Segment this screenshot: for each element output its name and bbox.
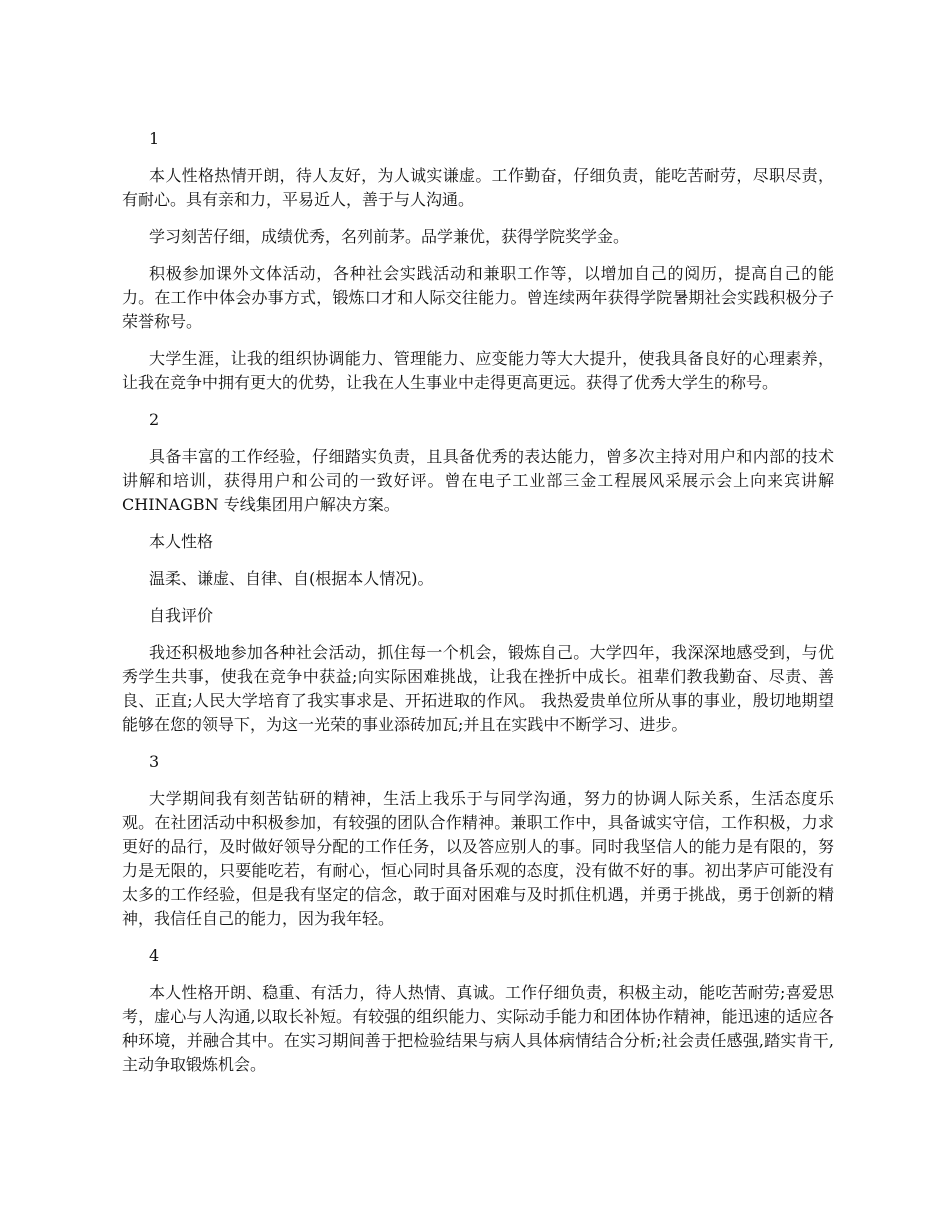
paragraph: 大学期间我有刻苦钻研的精神，生活上我乐于与同学沟通，努力的协调人际关系，生活态度乐观。在社团活动中积极参加，有较强的团队合作精神。兼职工作中，具备诚实守信，工作积极，力求更好的品行，及时做好领导分配的工作任务，以及答应别人的事。同时我坚信人的能力是有限的，努力是无限的，只要能吃若，有耐心，恒心同时具备乐观的态度，没有做不好的事。初出茅庐可能没有太多的工作经验，但是我有坚定的信念，敢于面对困难与及时抓住机遇，并勇于挑战，勇于创新的精神，我信任自己的能力，因为我年轻。 — [122, 789, 834, 928]
section-number: 3 — [149, 752, 160, 771]
section-number: 4 — [149, 946, 160, 965]
section-number: 1 — [149, 129, 160, 148]
subheading-self-evaluation: 自我评价 — [149, 606, 214, 625]
paragraph: 具备丰富的工作经验，仔细踏实负责，且具备优秀的表达能力，曾多次主持对用户和内部的技术讲解和培训，获得用户和公司的一致好评。曾在电子工业部三金工程展风采展示会上向来宾讲解 CHINAGBN 专线集团用户解决方案。 — [122, 447, 834, 514]
paragraph: 本人性格开朗、稳重、有活力，待人热情、真诚。工作仔细负责，积极主动，能吃苦耐劳;喜爱思考，虚心与人沟通,以取长补短。有较强的组织能力、实际动手能力和团体协作精神，能迅速的适应各种环境，并融合其中。在实习期间善于把检验结果与病人具体病情结合分析;社会责任感强,踏实肯干,主动争取锻炼机会。 — [122, 983, 834, 1074]
paragraph: 积极参加课外文体活动，各种社会实践活动和兼职工作等，以增加自己的阅历，提高自己的能力。在工作中体会办事方式，锻炼口才和人际交往能力。曾连续两年获得学院暑期社会实践积极分子荣誉称号。 — [122, 264, 834, 331]
document-page — [122, 127, 834, 1090]
paragraph: 温柔、谦虚、自律、自(根据本人情况)。 — [149, 569, 434, 588]
paragraph: 本人性格热情开朗，待人友好，为人诚实谦虚。工作勤奋，仔细负责，能吃苦耐劳，尽职尽责，有耐心。具有亲和力，平易近人，善于与人沟通。 — [122, 166, 834, 209]
paragraph: 我还积极地参加各种社会活动，抓住每一个机会，锻炼自己。大学四年，我深深地感受到，与优秀学生共事，使我在竞争中获益;向实际困难挑战，让我在挫折中成长。祖辈们教我勤奋、尽责、善良、正直;人民大学培育了我实事求是、开拓进取的作风。 我热爱贵单位所从事的事业，殷切地期望能够在您的领导下，为这一光荣的事业添砖加瓦;并且在实践中不断学习、进步。 — [122, 643, 834, 734]
subheading-personality: 本人性格 — [149, 532, 214, 551]
section-number: 2 — [149, 410, 160, 429]
paragraph: 大学生涯，让我的组织协调能力、管理能力、应变能力等大大提升，使我具备良好的心理素养，让我在竞争中拥有更大的优势，让我在人生事业中走得更高更远。获得了优秀大学生的称号。 — [122, 349, 834, 392]
paragraph: 学习刻苦仔细，成绩优秀，名列前茅。品学兼优，获得学院奖学金。 — [149, 227, 630, 246]
